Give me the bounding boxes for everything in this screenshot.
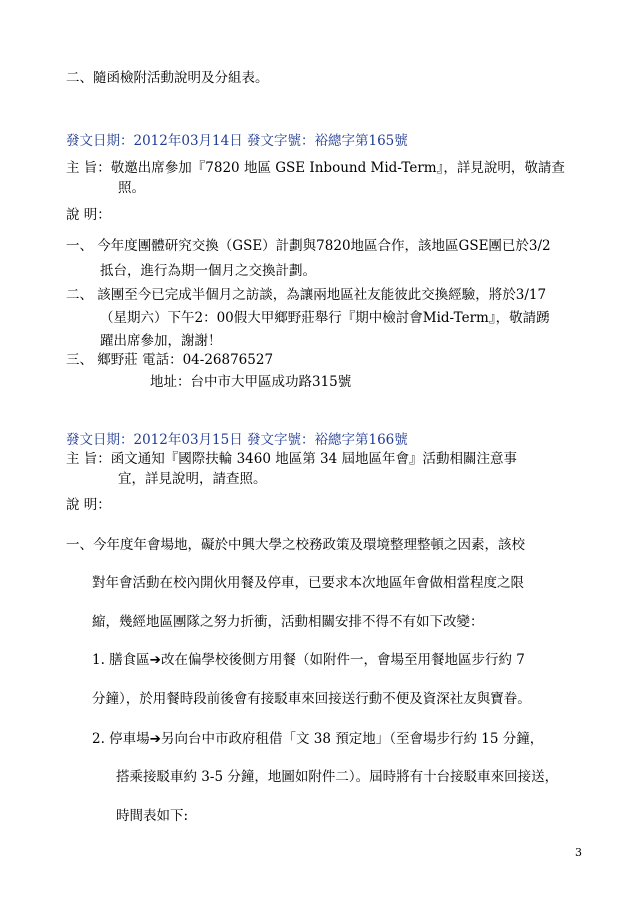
doc1-explain-label: 說 明： bbox=[66, 207, 111, 223]
doc1-item-3-address: 地址：台中市大甲區成功路315號 bbox=[150, 374, 352, 390]
doc2-item-1-cont: 對年會活動在校內開伙用餐及停車，已要求本次地區年會做相當程度之限 bbox=[92, 575, 524, 591]
doc2-header: 發文日期：2012年03月15日 發文字號：裕總字第166號 bbox=[66, 432, 408, 448]
doc1-item-2-cont2: 躍出席參加，謝謝！ bbox=[100, 333, 222, 349]
doc2-subject: 主 旨：函文通知『國際扶輪 3460 地區第 34 屆地區年會』活動相關注意事 bbox=[66, 451, 517, 467]
doc2-item-1: 一、今年度年會場地，礙於中興大學之校務政策及環境整理整頓之因素，該校 bbox=[66, 537, 525, 553]
page-number: 3 bbox=[575, 846, 582, 859]
doc1-subject-cont: 照。 bbox=[118, 180, 145, 196]
doc2-subject-cont: 宜，詳見說明，請查照。 bbox=[118, 471, 267, 487]
doc1-item-2: 二、 該團至今已完成半個月之訪談，為讓兩地區社友能彼此交換經驗，將於3/17 bbox=[66, 287, 547, 303]
doc2-subitem-2: 2. 停車場➔另向台中市政府租借「文 38 預定地」（至會場步行約 15 分鐘， bbox=[92, 731, 544, 747]
doc1-item-3: 三、 鄉野莊 電話：04-26876527 bbox=[66, 352, 274, 368]
doc1-item-2-cont: （星期六）下午2：00假大甲鄉野莊舉行『期中檢討會Mid-Term』，敬請踴 bbox=[100, 310, 550, 326]
doc1-item-1: 一、 今年度團體研究交換（GSE）計劃與7820地區合作，該地區GSE團已於3/2 bbox=[66, 238, 551, 254]
doc2-subitem-2-cont2: 時間表如下: bbox=[116, 808, 189, 824]
doc2-subitem-1-cont: 分鐘），於用餐時段前後會有接駁車來回接送行動不便及資深社友與寶眷。 bbox=[92, 691, 531, 707]
doc1-subject: 主 旨：敬邀出席參加『7820 地區 GSE Inbound Mid-Term』，詳見說明，敬請查 bbox=[66, 160, 565, 176]
doc1-header: 發文日期：2012年03月14日 發文字號：裕總字第165號 bbox=[66, 133, 408, 149]
top-item: 二、隨函檢附活動說明及分組表。 bbox=[66, 70, 269, 86]
doc2-subitem-1: 1. 膳食區➔改在偏學校後側方用餐（如附件一，會場至用餐地區步行約 7 bbox=[92, 652, 525, 668]
doc2-subitem-2-cont: 搭乘接駁車約 3-5 分鐘，地圖如附件二）。屆時將有十台接駁車來回接送， bbox=[116, 769, 559, 785]
doc2-item-1-cont2: 縮，幾經地區團隊之努力折衝，活動相關安排不得不有如下改變： bbox=[92, 614, 484, 630]
doc2-explain-label: 說 明： bbox=[66, 497, 111, 513]
doc1-item-1-cont: 抵台，進行為期一個月之交換計劃。 bbox=[100, 263, 316, 279]
